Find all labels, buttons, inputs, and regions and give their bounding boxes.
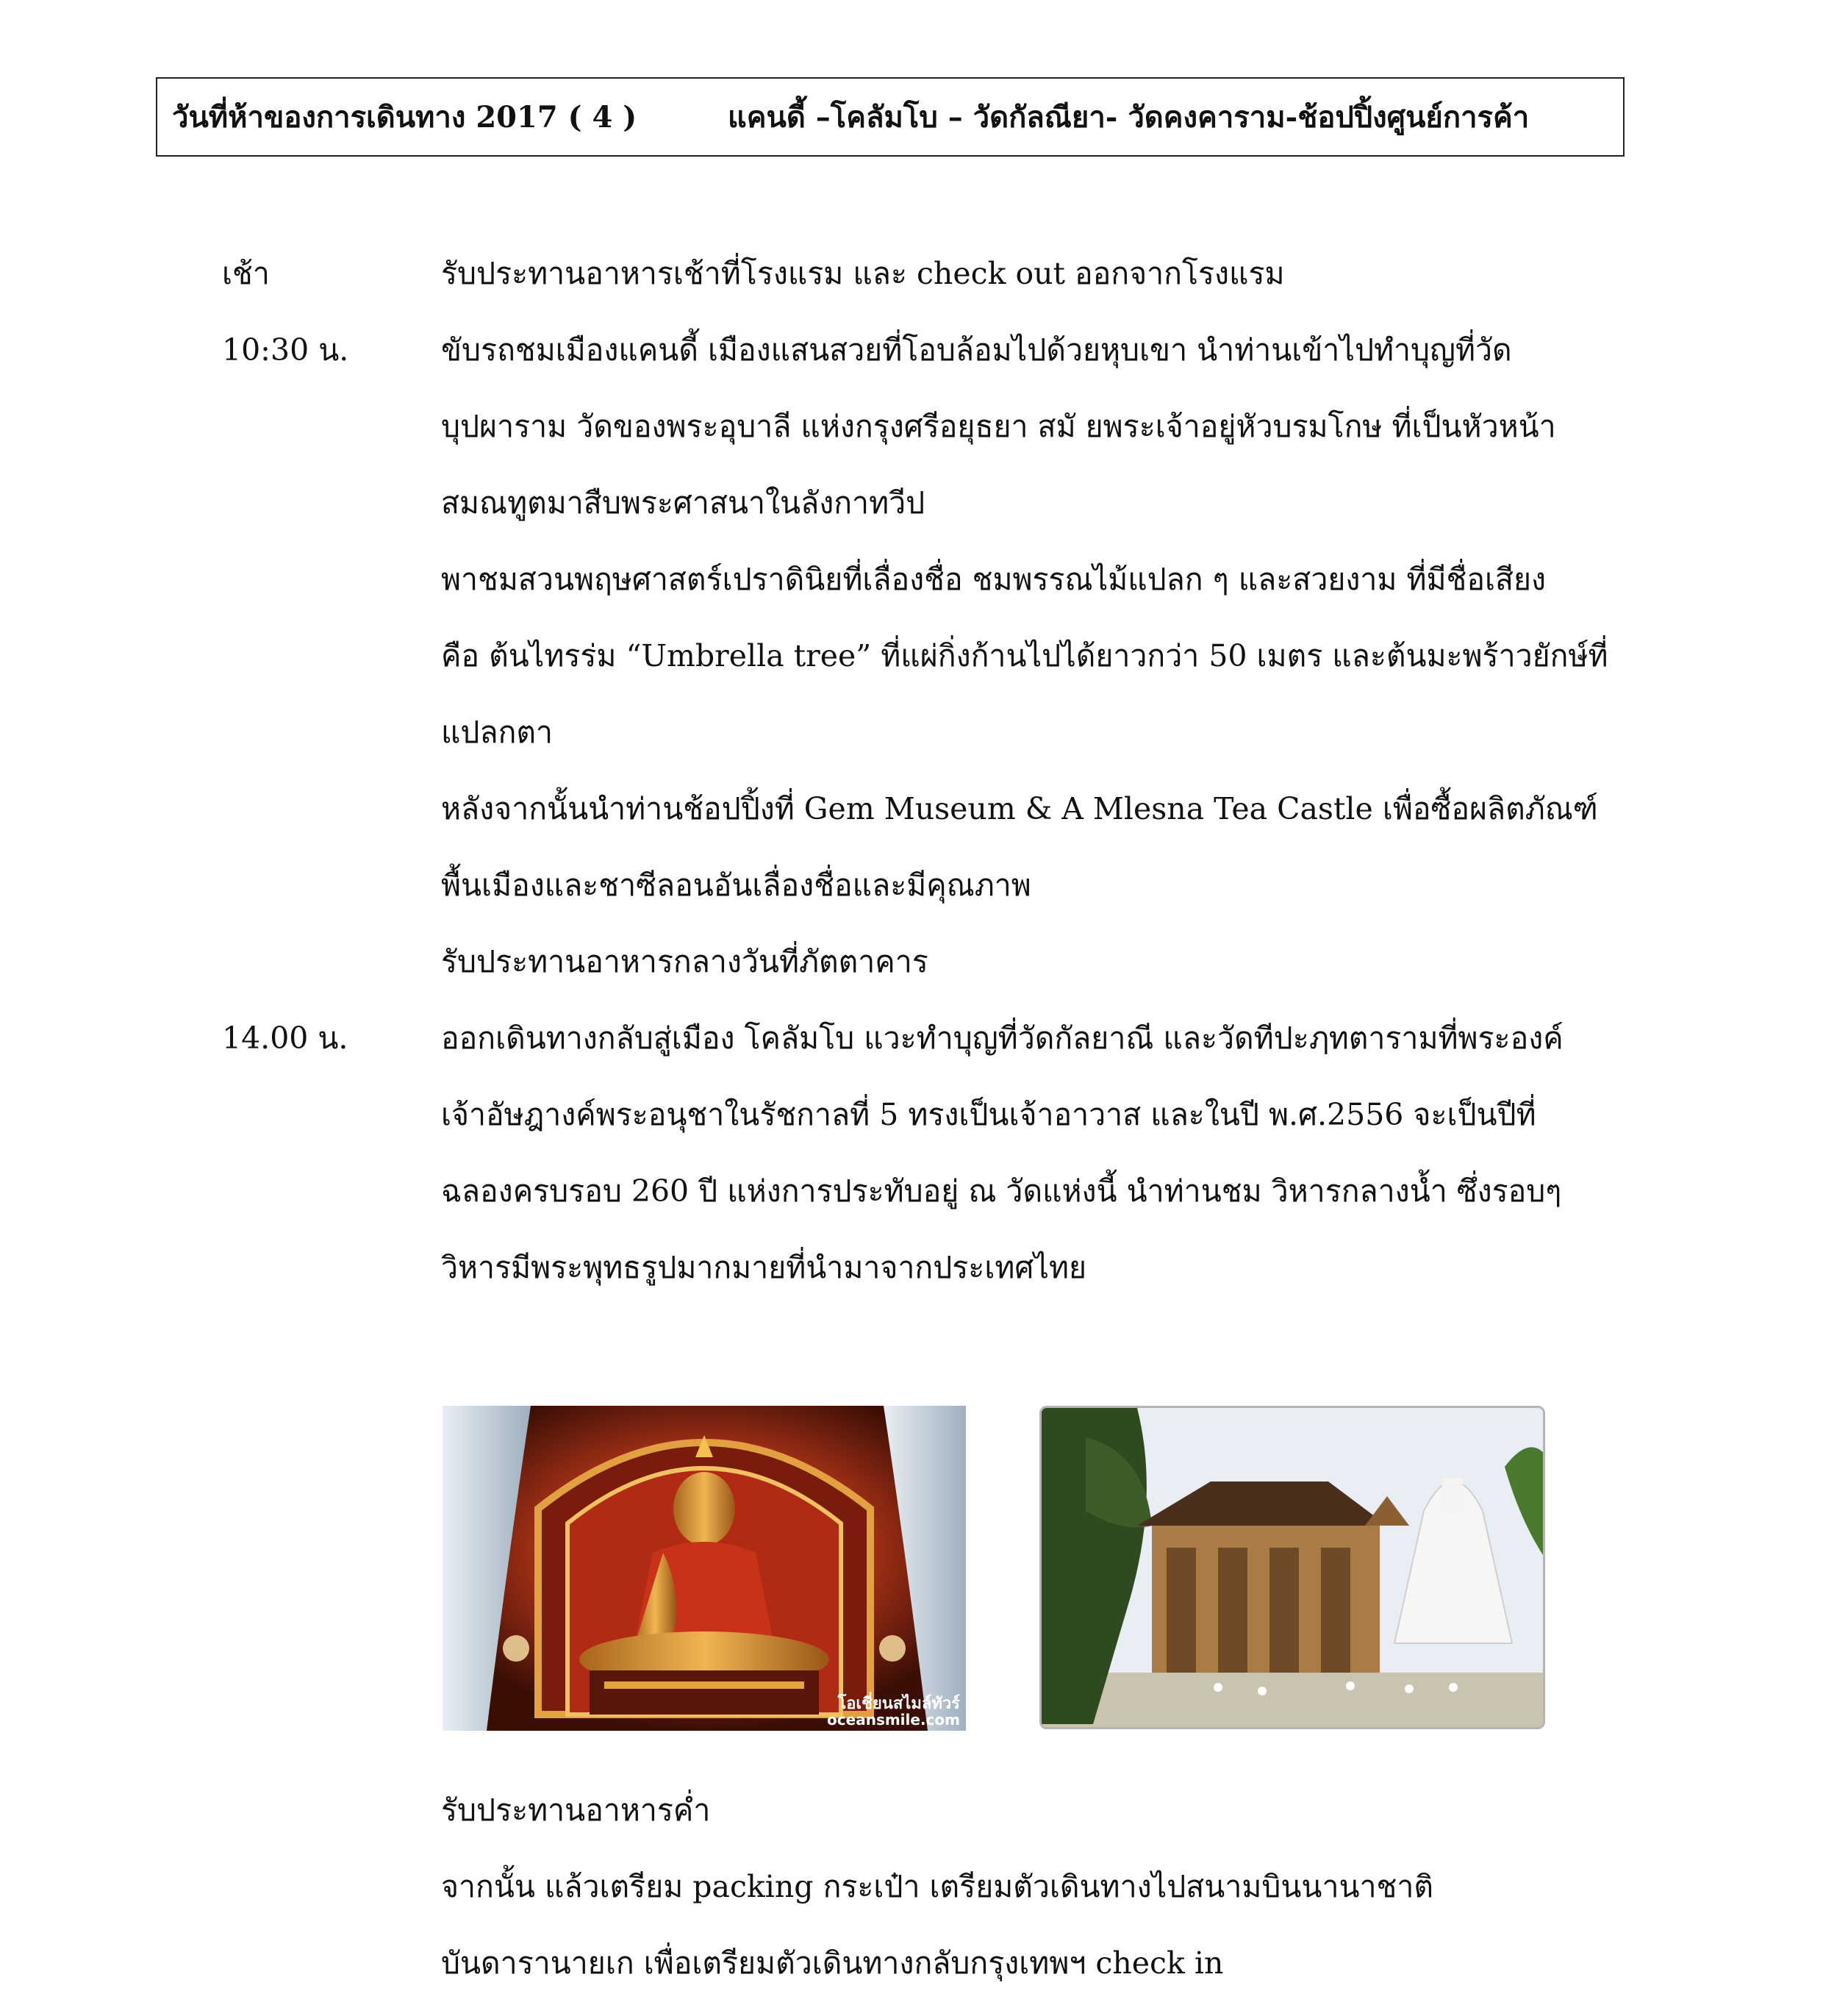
itinerary-text: บุปผาราม วัดของพระอุบาลี แห่งกรุงศรีอยุธยา สมั ยพระเจ้าอยู่หัวบรมโกษ ที่เป็นหัวหน้า bbox=[441, 409, 1556, 444]
itinerary-text: เจ้าอัษฎางค์พระอนุชาในรัชกาลที่ 5 ทรงเป็นเจ้าอาวาส และในปี พ.ศ.2556 จะเป็นปีที่ bbox=[441, 1097, 1536, 1132]
itinerary-time: 10:30 น. bbox=[222, 332, 349, 368]
buddha-statue-photo bbox=[443, 1406, 966, 1731]
evening-text: จากนั้น แล้วเตรียม packing กระเป๋า เตรียมตัวเดินทางไปสนามบินนานาชาติ bbox=[441, 1869, 1433, 1904]
itinerary-time: 14.00 น. bbox=[222, 1020, 348, 1056]
itinerary-text: แปลกตา bbox=[441, 715, 554, 750]
itinerary-text: วิหารมีพระพุทธรูปมากมายที่นำมาจากประเทศไทย bbox=[441, 1250, 1087, 1285]
itinerary-text: รับประทานอาหารกลางวันที่ภัตตาคาร bbox=[441, 944, 928, 979]
itinerary-text: พาชมสวนพฤษศาสตร์เปราดินิยที่เลื่องชื่อ ชมพรรณไม้แปลก ๆ และสวยงาม ที่มีชื่อเสียง bbox=[441, 562, 1547, 597]
buddha-statue-image bbox=[443, 1406, 966, 1731]
logo-thai-text: โอเชี่ยนสไมล์ทัวร์ bbox=[837, 1694, 960, 1713]
itinerary-text: หลังจากนั้นนำท่านช้อปปิ้งที่ Gem Museum & A Mlesna Tea Castle เพื่อซื้อผลิตภัณฑ์ bbox=[441, 791, 1598, 826]
itinerary-time: เช้า bbox=[222, 256, 270, 291]
itinerary-text: คือ ต้นไทรร่ม “Umbrella tree” ที่แผ่กิ่งก้านไปได้ยาวกว่า 50 เมตร และต้นมะพร้าวยักษ์ที่ bbox=[441, 638, 1608, 673]
itinerary-text: พื้นเมืองและชาซีลอนอันเลื่องชื่อและมีคุณภาพ bbox=[441, 868, 1031, 903]
oceansmile-logo bbox=[827, 1695, 960, 1728]
itinerary-text: รับประทานอาหารเช้าที่โรงแรม และ check out ออกจากโรงแรม bbox=[441, 256, 1285, 291]
itinerary-text: สมณทูตมาสืบพระศาสนาในลังกาทวีป bbox=[441, 485, 925, 521]
logo-url-text: oceansmile.com bbox=[827, 1711, 960, 1729]
route-title: แคนดี้ –โคลัมโบ – วัดกัลณียา- วัดคงคาราม-ช้อปปิ้งศูนย์การค้า bbox=[728, 100, 1530, 135]
itinerary-text: ขับรถชมเมืองแคนดี้ เมืองแสนสวยที่โอบล้อมไปด้วยหุบเขา นำท่านเข้าไปทำบุญที่วัด bbox=[441, 332, 1512, 368]
day-title: วันที่ห้าของการเดินทาง 2017 ( 4 ) bbox=[172, 100, 637, 135]
itinerary-text: ออกเดินทางกลับสู่เมือง โคลัมโบ แวะทำบุญที่วัดกัลยาณี และวัดทีปะฦทตารามที่พระองค์ bbox=[441, 1020, 1564, 1056]
itinerary-text: ฉลองครบรอบ 260 ปี แห่งการประทับอยู่ ณ วัดแห่งนี้ นำท่านชม วิหารกลางน้ำ ซึ่งรอบๆ bbox=[441, 1173, 1562, 1209]
temple-image bbox=[1042, 1408, 1543, 1727]
temple-photo bbox=[1039, 1406, 1545, 1729]
day-header bbox=[156, 77, 1625, 157]
evening-text: รับประทานอาหารค่ำ bbox=[441, 1792, 711, 1828]
evening-text: บันดารานายเก เพื่อเตรียมตัวเดินทางกลับกรุงเทพฯ check in bbox=[441, 1945, 1224, 1981]
